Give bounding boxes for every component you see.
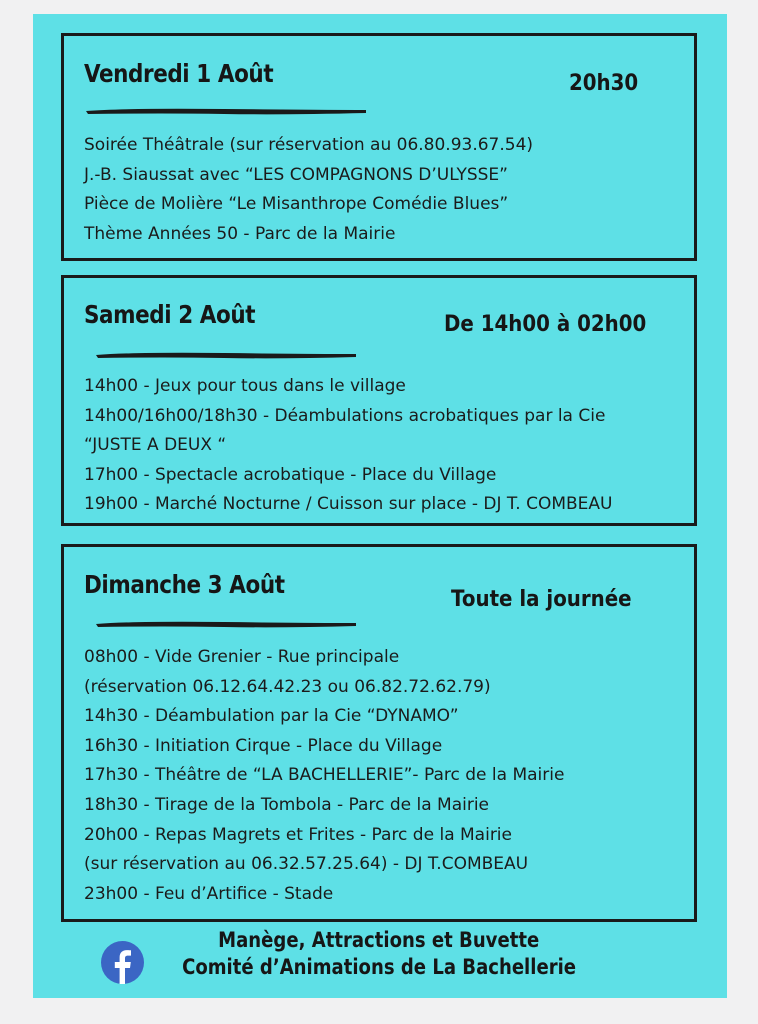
event-time: 20h30 bbox=[569, 71, 639, 96]
day-title: Dimanche 3 Août bbox=[84, 570, 285, 599]
event-line: Pièce de Molière “Le Misanthrope Comédie Blues” bbox=[84, 194, 509, 215]
brush-stroke bbox=[94, 617, 359, 631]
event-line: 23h00 - Feu d’Artifice - Stade bbox=[84, 883, 334, 904]
footer-line-2 bbox=[0, 955, 758, 979]
section-friday bbox=[61, 33, 697, 261]
event-line: J.-B. Siaussat avec “LES COMPAGNONS D’ULYSSE” bbox=[84, 164, 508, 185]
event-line: 17h00 - Spectacle acrobatique - Place du Village bbox=[84, 464, 497, 485]
event-line: 16h30 - Initiation Cirque - Place du Village bbox=[84, 735, 443, 756]
event-time: Toute la journée bbox=[451, 587, 632, 612]
event-line: 18h30 - Tirage de la Tombola - Parc de la Mairie bbox=[84, 794, 490, 815]
event-line: 14h00/16h00/18h30 - Déambulations acrobatiques par la Cie bbox=[84, 405, 606, 426]
event-line: (réservation 06.12.64.42.23 ou 06.82.72.62.79) bbox=[84, 676, 491, 697]
event-line: 14h30 - Déambulation par la Cie “DYNAMO” bbox=[84, 706, 459, 727]
section-sunday bbox=[61, 544, 697, 922]
footer-line-1 bbox=[0, 928, 758, 952]
event-line: 14h00 - Jeux pour tous dans le village bbox=[84, 376, 406, 396]
event-line: 17h30 - Théâtre de “LA BACHELLERIE”- Parc de la Mairie bbox=[84, 765, 565, 786]
footer-attractions: Manège, Attractions et Buvette bbox=[218, 928, 540, 952]
brush-stroke bbox=[94, 348, 359, 362]
footer-organizer: Comité d’Animations de La Bachellerie bbox=[182, 955, 576, 979]
event-time: De 14h00 à 02h00 bbox=[444, 312, 647, 337]
event-poster bbox=[33, 14, 727, 998]
event-line: 08h00 - Vide Grenier - Rue principale bbox=[84, 647, 400, 667]
event-line: (sur réservation au 06.32.57.25.64) - DJ T.COMBEAU bbox=[84, 854, 529, 875]
event-line: 20h00 - Repas Magrets et Frites - Parc de la Mairie bbox=[84, 824, 512, 845]
event-line: Soirée Théâtrale (sur réservation au 06.80.93.67.54) bbox=[84, 135, 534, 155]
event-list bbox=[84, 131, 533, 249]
event-line: 19h00 - Marché Nocturne / Cuisson sur place - DJ T. COMBEAU bbox=[84, 494, 613, 515]
section-saturday bbox=[61, 275, 697, 526]
event-list bbox=[84, 372, 612, 520]
day-title: Vendredi 1 Août bbox=[84, 59, 274, 88]
event-line: “JUSTE A DEUX “ bbox=[84, 435, 227, 456]
event-line: Thème Années 50 - Parc de la Mairie bbox=[84, 223, 396, 244]
event-list bbox=[84, 643, 564, 909]
brush-stroke bbox=[84, 104, 369, 118]
day-title: Samedi 2 Août bbox=[84, 300, 256, 329]
